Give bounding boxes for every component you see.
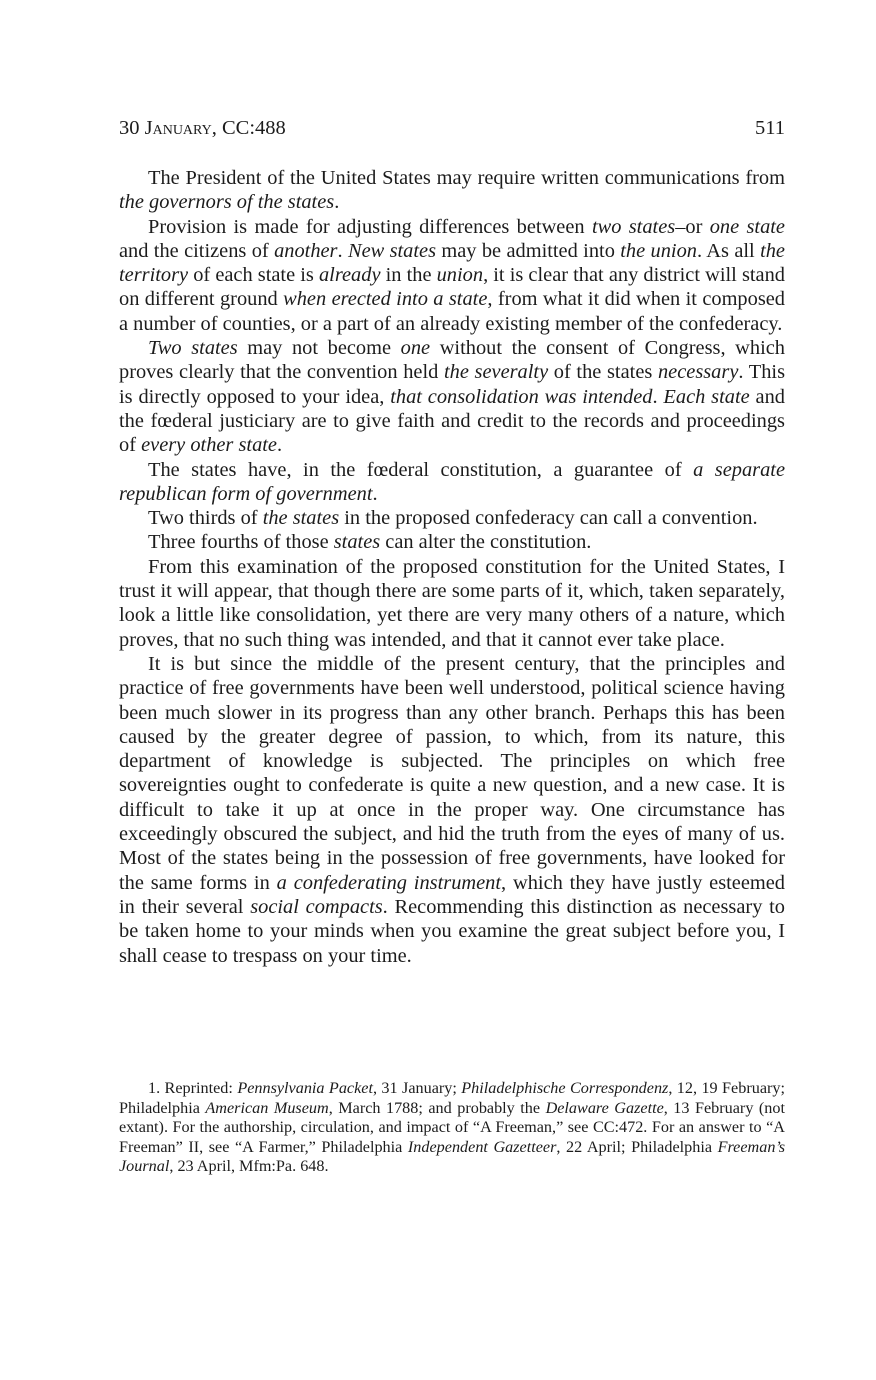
text-run: .	[337, 239, 348, 262]
italic-run: union	[436, 264, 484, 287]
italic-run: states	[333, 531, 381, 554]
text-run: without the consent of Congress, which proves clearly that the convention held	[119, 337, 785, 384]
text-run: It is but since the middle of the present century, that the principles and practice of free governments have been well understood, political science having been much slower in its progress than any other branch. Perhaps this has been caused by the greater degree of passion, to which, from its nature, this department of knowledge is subjected. The principles on which free sovereignties ought to confederate is quite a new question, and a new case. It is difficult to take it up at once in the proper way. One circumstance has exceedingly obscured the subject, and hid the truth from the eyes of many of us. Most of the states being in the possession of free governments, have looked for the same forms in	[119, 652, 785, 894]
italic-run: when erected into a state	[283, 288, 488, 311]
italic-run: every other state	[141, 434, 277, 457]
page-number: 511	[755, 117, 785, 139]
text-run: of each state is	[188, 264, 319, 287]
body-paragraph	[119, 336, 785, 457]
text-run: .	[652, 385, 664, 408]
italic-run: that consolidation was intended	[390, 385, 653, 408]
italic-run: Philadelphische Correspondenz	[461, 1079, 669, 1097]
body-paragraph	[119, 555, 785, 652]
text-run: Provision is made for adjusting differences between	[148, 215, 592, 238]
text-run: .	[334, 191, 340, 214]
text-run: may be admitted into	[436, 239, 621, 262]
italic-run: the governors of the states	[119, 191, 335, 214]
text-run: in the proposed confederacy can call a convention.	[339, 507, 758, 530]
italic-run: Each state	[663, 385, 750, 408]
footnote-paragraph	[119, 1079, 785, 1177]
text-run: , which they have justly esteemed in their several	[119, 871, 786, 918]
italic-run: Pennsylvania Packet	[237, 1079, 373, 1097]
italic-run: Independent Gazetteer	[407, 1137, 557, 1156]
text-run: may not become	[237, 337, 401, 360]
italic-run: necessary	[657, 361, 739, 384]
italic-run: the severalty	[443, 361, 549, 384]
header-month: January,	[144, 117, 217, 139]
italic-run: American Museum	[205, 1098, 329, 1117]
italic-run: one state	[709, 215, 785, 238]
text-run: , 22 April; Philadelphia	[556, 1137, 718, 1156]
italic-run: Freeman’s Journal	[119, 1137, 786, 1176]
italic-run: the territory	[119, 239, 785, 287]
italic-run: the states	[262, 507, 340, 530]
text-run: and the fœderal justiciary are to give faith and credit to the records and proceedings of	[119, 385, 785, 457]
text-run: Two thirds of	[148, 507, 263, 530]
italic-run: two states	[591, 215, 676, 238]
body-paragraph	[119, 652, 785, 968]
italic-run: one	[400, 337, 431, 360]
footnote	[119, 1079, 785, 1177]
header-doc-id: CC:488	[221, 117, 286, 139]
text-run: , 31 January;	[372, 1079, 462, 1097]
text-run: can alter the constitution.	[380, 531, 592, 554]
body-text	[119, 166, 785, 968]
text-run: . As all	[696, 239, 761, 262]
body-paragraph	[119, 166, 785, 215]
text-run: , 12, 19 February; Philadelphia	[119, 1079, 785, 1117]
text-run: and the citizens of	[119, 239, 275, 262]
body-paragraph	[119, 458, 785, 507]
text-run: , 23 April, Mfm:Pa. 648.	[169, 1157, 329, 1176]
running-head-left	[119, 116, 286, 140]
text-run: The states have, in the fœderal constitution, a guarantee of	[148, 458, 694, 481]
italic-run: New states	[347, 239, 437, 262]
text-run: in the	[380, 264, 437, 287]
italic-run: another	[274, 239, 338, 262]
italic-run: the union	[620, 239, 697, 262]
body-paragraph	[119, 530, 785, 554]
body-paragraph	[119, 215, 785, 336]
text-run: The President of the United States may require written communications from	[148, 167, 785, 189]
text-run: From this examination of the proposed constitution for the United States, I trust it will appear, that though there are some parts of it, which, taken separately, look a little like consolidation, yet there are very many others of a nature, which proves, that no such thing was intended, and that it cannot ever take place.	[119, 555, 785, 651]
body-paragraph	[119, 506, 785, 530]
italic-run: a confederating instrument	[276, 871, 502, 894]
running-head	[119, 116, 785, 140]
italic-run: social compacts	[250, 895, 383, 918]
text-run: , from what it did when it composed a number of counties, or a part of an already existing member of the confederacy.	[119, 288, 785, 335]
italic-run: Delaware Gazette	[545, 1098, 664, 1117]
text-run: . This is directly opposed to your idea,	[119, 361, 786, 408]
text-run: –or	[675, 215, 710, 238]
text-run: . Recommending this distinction as necessary to be taken home to your minds when you examine the great subject before you, I shall cease to trespass on your time.	[119, 895, 785, 967]
text-run: of the states	[548, 361, 658, 384]
italic-run: a separate republican form of government	[119, 458, 785, 505]
text-run: Three fourths of those	[148, 531, 334, 554]
header-day: 30	[119, 117, 140, 139]
text-run: , March 1788; and probably the	[328, 1098, 546, 1117]
italic-run: already	[318, 264, 381, 287]
text-run: .	[276, 434, 283, 457]
text-run: , it is clear that any district will stand on different ground	[119, 264, 785, 311]
italic-run: Two states	[148, 337, 238, 360]
text-run: 1. Reprinted:	[148, 1079, 238, 1097]
text-run: , 13 February (not extant). For the authorship, circulation, and impact of “A Freeman,” see CC:472. For an answer to “A Freeman” II, see “A Farmer,” Philadelphia	[119, 1098, 785, 1156]
text-run: .	[372, 482, 378, 505]
